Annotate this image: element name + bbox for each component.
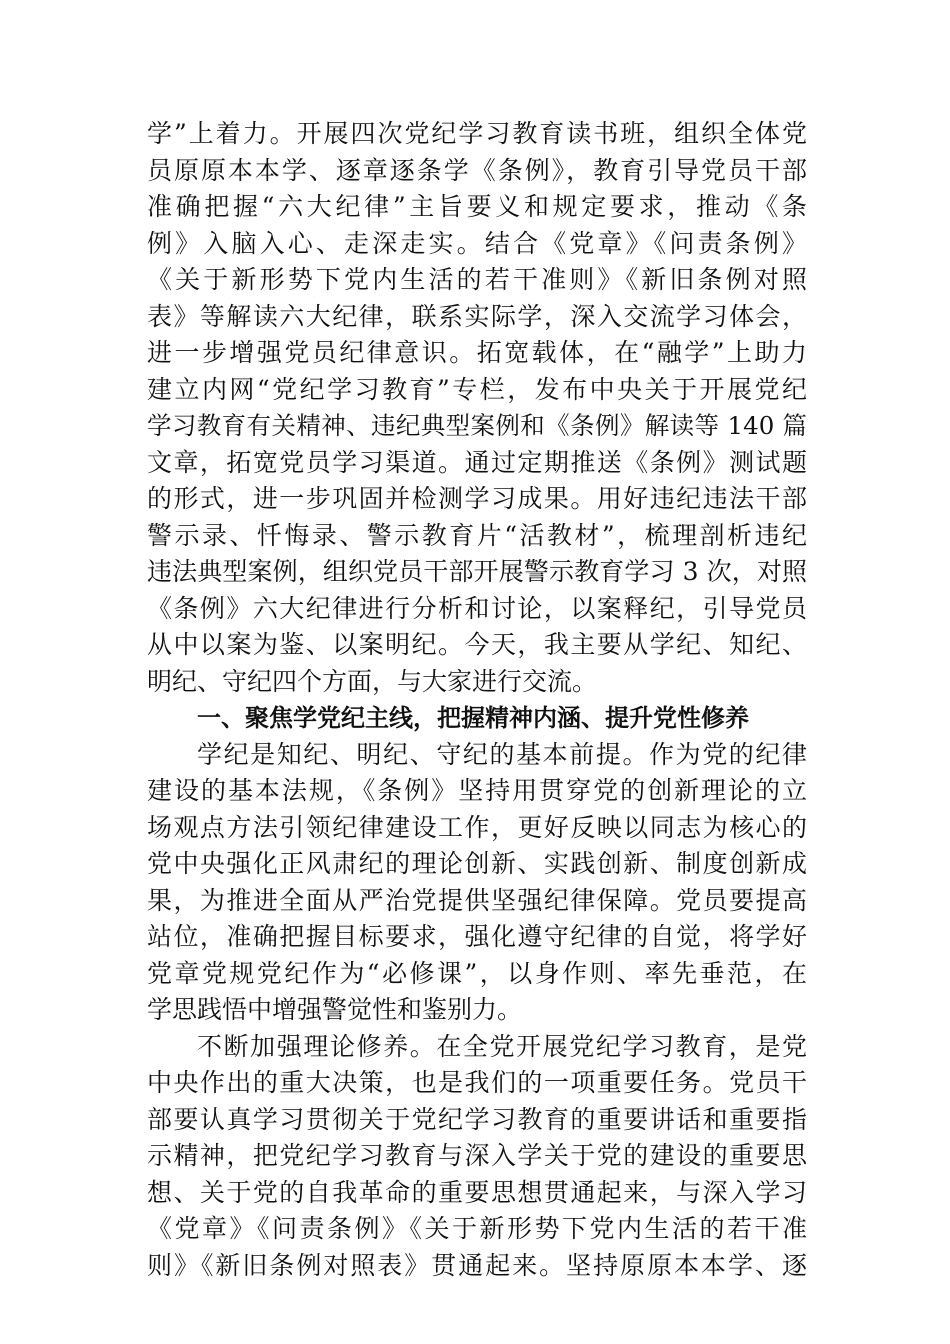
text-line: 明纪、守纪四个方面，与大家进行交流。 [147,666,598,696]
text-line: 进一步增强党员纪律意识。拓宽载体，在“融学”上助力 [147,338,807,367]
text-line: 从中以案为鉴、以案明纪。今天，我主要从学纪、知纪、 [147,630,807,659]
text-line: 站位，准确把握目标要求，强化遵守纪律的自觉，将学好 [147,922,807,951]
section-heading: 一、聚焦学党纪主线，把握精神内涵、提升党性修养 [197,704,749,732]
text-line: 违法典型案例，组织党员干部开展警示教育学习 3 次，对照 [147,557,807,586]
text-line: 员原原本本学、逐章逐条学《条例》，教育引导党员干部 [147,155,807,185]
text-line: 《关于新形势下党内生活的若干准则》《新旧条例对照 [147,265,807,294]
text-line: 则》《新旧条例对照表》贯通起来。坚持原原本本学、逐 [147,1250,807,1280]
text-line: 中央作出的重大决策，也是我们的一项重要任务。党员干 [147,1068,807,1097]
text-line: 场观点方法引领纪律建设工作，更好反映以同志为核心的 [147,812,807,842]
document-body [147,116,807,1284]
text-line: 建设的基本法规，《条例》坚持用贯穿党的创新理论的立 [147,776,807,805]
text-line: 党章党规党纪作为“必修课”，以身作则、率先垂范，在 [147,958,807,988]
text-line: 表》等解读六大纪律，联系实际学，深入交流学习体会， [147,301,807,331]
text-line: 警示录、忏悔录、警示教育片“活教材”，梳理剖析违纪 [147,520,807,550]
text-line: 想、关于党的自我革命的重要思想贯通起来，与深入学习 [147,1177,807,1207]
text-line: 文章，拓宽党员学习渠道。通过定期推送《条例》测试题 [147,447,807,477]
text-line: 部要认真学习贯彻关于党纪学习教育的重要讲话和重要指 [147,1104,807,1134]
text-line: 学习教育有关精神、违纪典型案例和《条例》解读等 140 篇 [147,411,807,440]
text-line: 果，为推进全面从严治党提供坚强纪律保障。党员要提高 [147,885,807,915]
text-line: 例》入脑入心、走深走实。结合《党章》《问责条例》 [147,228,807,258]
text-line: 党中央强化正风肃纪的理论创新、实践创新、制度创新成 [147,849,807,878]
text-line: 的形式，进一步巩固并检测学习成果。用好违纪违法干部 [147,484,807,513]
text-line: 建立内网“党纪学习教育”专栏，发布中央关于开展党纪 [147,374,807,404]
text-line: 学思践悟中增强警觉性和鉴别力。 [147,995,523,1024]
text-line: 示精神，把党纪学习教育与深入学关于党的建设的重要思 [147,1141,807,1170]
text-line: 《条例》六大纪律进行分析和讨论，以案释纪，引导党员 [147,593,807,623]
text-line: 学纪是知纪、明纪、守纪的基本前提。作为党的纪律 [197,739,807,769]
text-line: 不断加强理论修养。在全党开展党纪学习教育，是党 [197,1031,807,1061]
text-line: 《党章》《问责条例》《关于新形势下党内生活的若干准 [147,1214,807,1243]
text-line: 学”上着力。开展四次党纪学习教育读书班，组织全体党 [147,119,807,148]
text-line: 准确把握“六大纪律”主旨要义和规定要求，推动《条 [147,192,807,221]
